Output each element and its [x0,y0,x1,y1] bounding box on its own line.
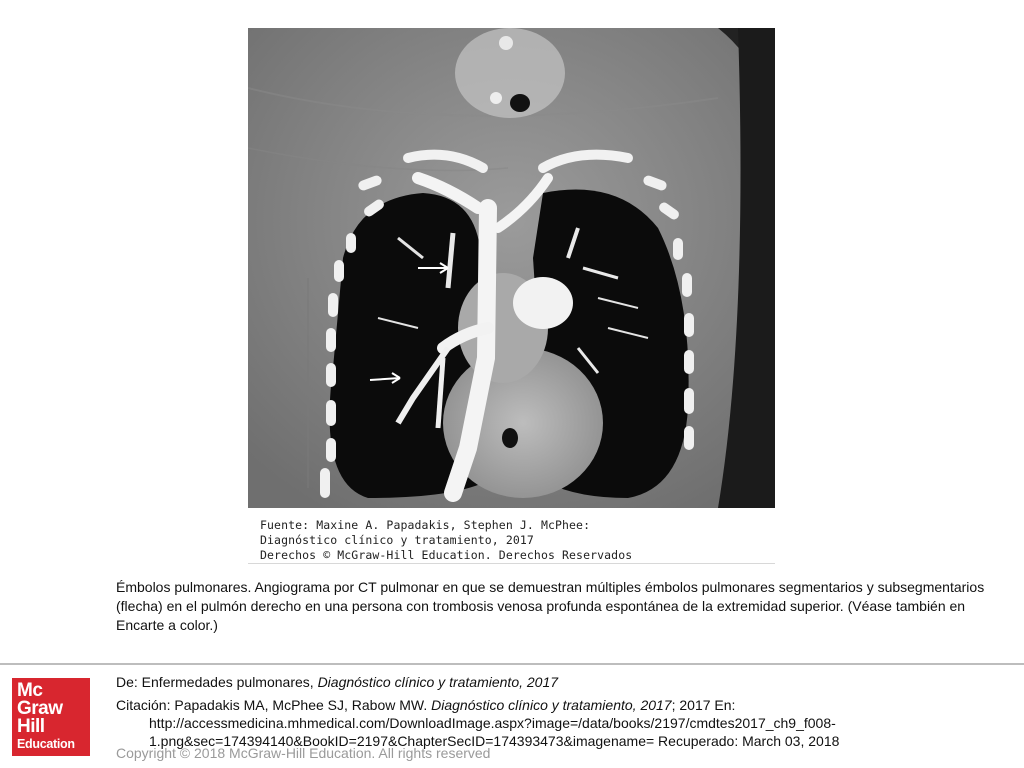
source-line-rights: Derechos © McGraw-Hill Education. Derechos Reservados [260,548,633,562]
citation-line [116,696,1016,714]
citation-suffix: ; 2017 En: [671,697,736,713]
figure-caption: Émbolos pulmonares. Angiograma por CT pulmonar en que se demuestran múltiples émbolos pulmonares segmentarios y subsegmentarios (flecha) en el pulmón derecho en una persona con trombosis venosa profunda espontánea de la extremidad superior. (Véase también en Encarte a color.) [116,579,985,633]
logo-line-mc: Mc [17,680,43,701]
figure-source-credit [248,508,775,564]
ct-angiogram-image [248,28,775,508]
citation-authors: Citación: Papadakis MA, McPhee SJ, Rabow MW. [116,697,432,713]
citation-block [116,673,1016,750]
logo-line-education: Education [17,737,75,751]
from-book-title: Diagnóstico clínico y tratamiento, 2017 [317,674,559,690]
from-prefix: De: Enfermedades pulmonares, [116,674,318,690]
logo-line-graw: Graw [17,698,63,719]
logo-line-hill: Hill [17,716,45,737]
ct-scan-graphic [248,28,775,508]
citation-url-line-2[interactable]: 1.png&sec=174394140&BookID=2197&ChapterSecID=174393473&imagename= Recuperado: March 03, 2018 [149,733,840,749]
source-line-book: Diagnóstico clínico y tratamiento, 2017 [260,533,534,547]
footer-divider [0,663,1024,665]
citation-url-line-1[interactable]: http://accessmedicina.mhmedical.com/DownloadImage.aspx?image=/data/books/2197/cmdtes2017_ch9_f008- [149,715,836,731]
citation-book-title: Diagnóstico clínico y tratamiento, 2017 [431,697,672,713]
copyright-notice: Copyright © 2018 McGraw-Hill Education. All rights reserved [116,745,491,761]
mcgraw-hill-education-logo [12,678,90,756]
source-chapter-line [116,673,1016,691]
source-line-authors: Fuente: Maxine A. Papadakis, Stephen J. McPhee: [260,518,591,532]
